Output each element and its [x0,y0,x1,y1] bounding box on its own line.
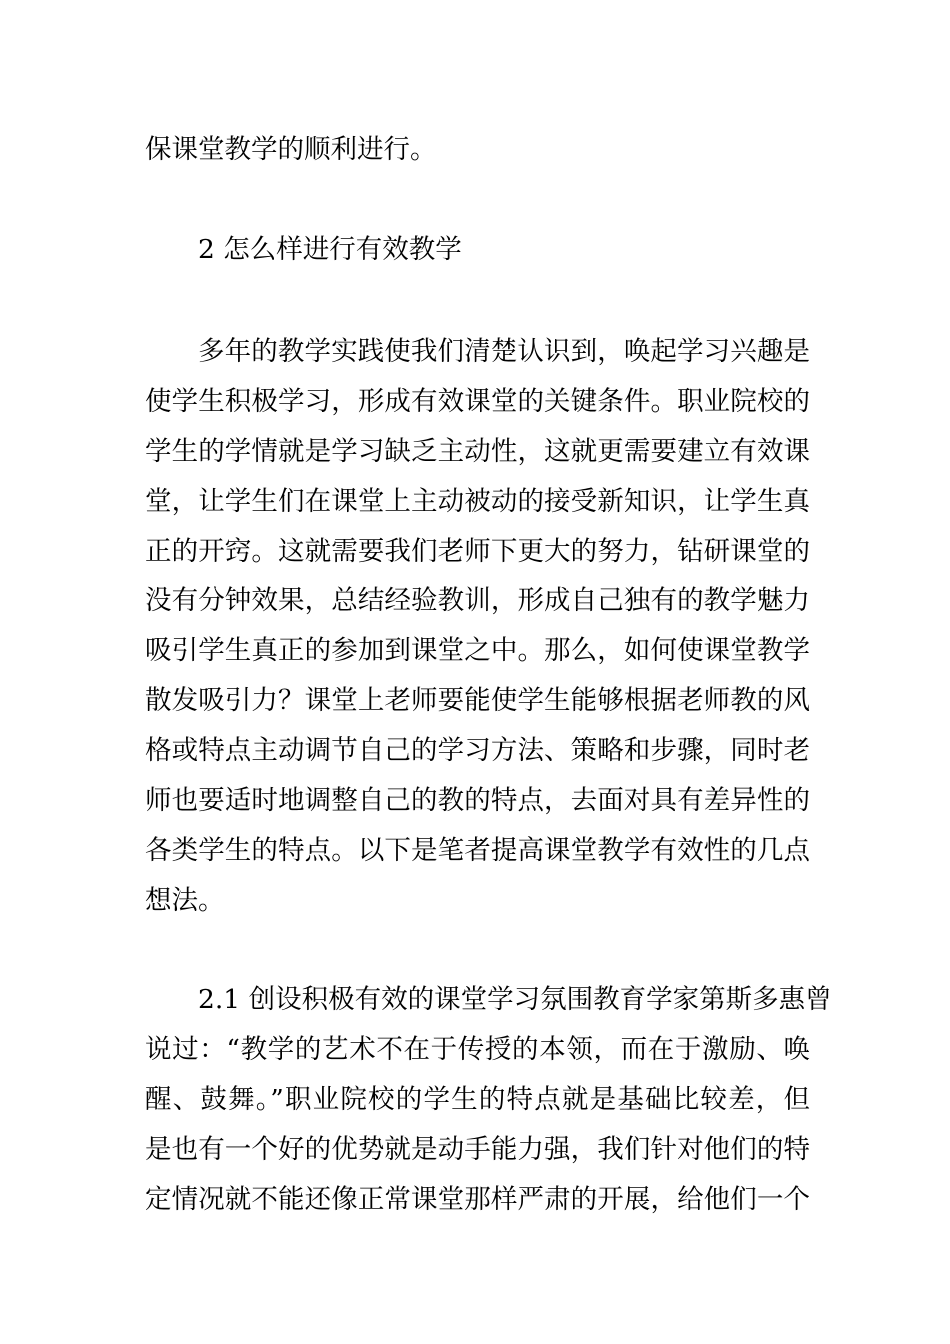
paragraph-line: 堂，让学生们在课堂上主动被动的接受新知识，让学生真 [145,486,810,517]
paragraph-line: 是也有一个好的优势就是动手能力强，我们针对他们的特 [145,1134,810,1165]
paragraph-line: 保课堂教学的顺利进行。 [145,134,437,165]
paragraph-line: 醒、鼓舞。”职业院校的学生的特点就是基础比较差，但 [145,1084,810,1115]
paragraph-line: 2.1 创设积极有效的课堂学习氛围教育学家第斯多惠曾 [198,984,832,1015]
paragraph-line: 学生的学情就是学习缺乏主动性，这就更需要建立有效课 [145,436,810,467]
paragraph-line: 正的开窍。这就需要我们老师下更大的努力，钻研课堂的 [145,536,810,567]
paragraph-line: 各类学生的特点。以下是笔者提高课堂教学有效性的几点 [145,835,810,866]
paragraph-line: 没有分钟效果，总结经验教训，形成自己独有的教学魅力 [145,585,810,616]
paragraph-line: 说过：“教学的艺术不在于传授的本领，而在于激励、唤 [145,1034,810,1065]
paragraph-line: 想法。 [145,885,225,916]
paragraph-line: 格或特点主动调节自己的学习方法、策略和步骤，同时老 [145,735,810,766]
paragraph-line: 定情况就不能还像正常课堂那样严肃的开展，给他们一个 [145,1184,810,1215]
paragraph-line: 使学生积极学习，形成有效课堂的关键条件。职业院校的 [145,386,810,417]
paragraph-line: 散发吸引力？课堂上老师要能使学生能够根据老师教的风 [145,685,810,716]
paragraph-line: 师也要适时地调整自己的教的特点，去面对具有差异性的 [145,785,810,816]
paragraph-line: 多年的教学实践使我们清楚认识到，唤起学习兴趣是 [198,336,810,367]
section-heading: 2 怎么样进行有效教学 [198,234,462,265]
paragraph-line: 吸引学生真正的参加到课堂之中。那么，如何使课堂教学 [145,635,810,666]
